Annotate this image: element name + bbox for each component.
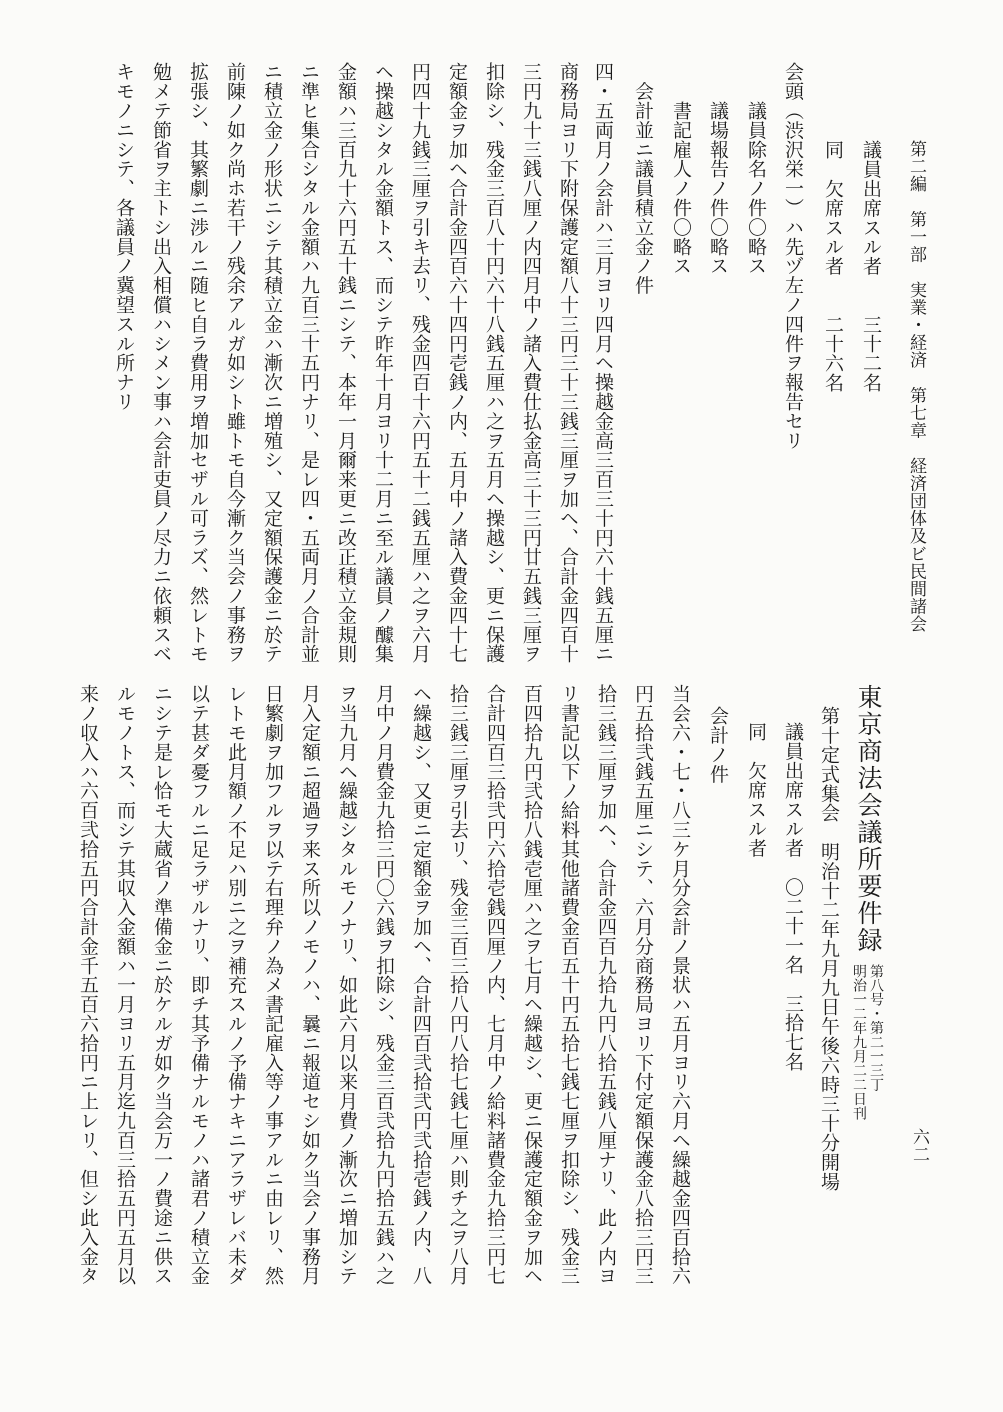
- lower-column: レトモ此月額ノ不足ハ別ニ之ヲ補充スルノ予備ナキニアラザレバ未ダ: [225, 684, 247, 1286]
- lower-column: 同 欠席スル者: [745, 722, 767, 858]
- upper-column: 三円九十三銭八厘ノ内四月中ノ諸入費仕払金高三十三円廿五銭三厘ヲ: [520, 62, 542, 664]
- lower-column: 会計ノ件: [707, 706, 729, 784]
- lower-column: 第十定式集会 明治十二年九月九日午後六時三十分開場: [818, 706, 840, 1191]
- section-title: 東京商法会議所要件録: [854, 684, 883, 954]
- page-number: 六二: [909, 1128, 929, 1163]
- upper-column: 議員出席スル者 三十二名: [860, 140, 882, 393]
- lower-column: 円五拾弐銭五厘ニシテ、六月分商務局ヨリ下付定額保護金八拾三円三: [632, 684, 654, 1286]
- upper-column: 勉メテ節省ヲ主トシ出入相償ハシメン事ハ会計吏員ノ尽力ニ依頼スベ: [150, 62, 172, 664]
- upper-column: 拡張シ、其繁劇ニ渉ルニ随ヒ自ラ費用ヲ増加セザル可ラズ、然レトモ: [187, 62, 209, 664]
- upper-column: 商務局ヨリ下附保護定額八十三円三十三銭三厘ヲ加ヘ、合計金四百十: [557, 62, 579, 664]
- lower-column: ルモノトス、而シテ其収入金額ハ一月ヨリ五月迄九百三拾五円五月以: [114, 684, 136, 1286]
- lower-column: 以テ甚ダ憂フルニ足ラザルナリ、即チ其予備ナルモノハ諸君ノ積立金: [188, 684, 210, 1286]
- lower-column: 来ノ収入ハ六百弐拾五円合計金千五百六拾円ニ上レリ、但シ此入金タ: [77, 684, 99, 1286]
- lower-column: ヲ当九月ヘ繰越シタルモノナリ、如此六月以来月費ノ漸次ニ増加シテ: [336, 684, 358, 1286]
- lower-column: ニシテ是レ恰モ大蔵省ノ準備金ニ於ケルガ如ク当会万一ノ費途ニ供ス: [151, 684, 173, 1286]
- lower-column: リ書記以下ノ給料其他諸費金百五十円五拾七銭七厘ヲ扣除シ、残金三: [558, 684, 580, 1286]
- lower-column: 月入定額ニ超過ヲ来ス所以ノモノハ、曩ニ報道セシ如ク当会ノ事務月: [299, 684, 321, 1286]
- upper-column: 扣除シ、残金三百八十円六十八銭五厘ハ之ヲ五月ヘ操越シ、更ニ保護: [483, 62, 505, 664]
- upper-column: ニ積立金ノ形状ニシテ其積立金ハ漸次ニ増殖シ、又定額保護金ニ於テ: [261, 62, 283, 664]
- upper-column: キモノニシテ、各議員ノ冀望スル所ナリ: [113, 62, 135, 412]
- lower-column: 当会六・七・八三ケ月分会計ノ景状ハ五月ヨリ六月ヘ繰越金四百拾六: [669, 684, 691, 1286]
- upper-column: 議員除名ノ件〇略ス: [745, 62, 767, 276]
- lower-column: 拾三銭三厘ヲ引去リ、残金三百三拾八円八拾七銭七厘ハ則チ之ヲ八月: [447, 684, 469, 1286]
- upper-column: 金額ハ三百九十六円五十銭ニシテ、本年一月爾来更ニ改正積立金規則: [335, 62, 357, 664]
- lower-column: 百四拾九円弐拾八銭壱厘ハ之ヲ七月ヘ繰越シ、更ニ保護定額金ヲ加ヘ: [521, 684, 543, 1286]
- upper-column: 四・五両月ノ会計ハ三月ヨリ四月ヘ操越金高三百三十円六十銭五厘ニ: [592, 62, 614, 664]
- lower-column: 合計四百三拾弐円六拾壱銭四厘ノ内、七月中ノ給料諸費金九拾三円七: [484, 684, 506, 1286]
- upper-column: 円四十九銭三厘ヲ引キ去リ、残金四百十六円五十二銭五厘ハ之ヲ六月: [409, 62, 431, 664]
- lower-column: ヘ繰越シ、又更ニ定額金ヲ加ヘ、合計四百弐拾弐円弐拾壱銭ノ内、八: [410, 684, 432, 1286]
- lower-column: 月中ノ月費金九拾三円〇六銭ヲ扣除シ、残金三百弐拾九円拾五銭ハ之: [373, 684, 395, 1286]
- upper-column: ヘ操越シタル金額トス、而シテ昨年十月ヨリ十二月ニ至ル議員ノ醵集: [372, 62, 394, 664]
- upper-column: 議場報告ノ件〇略ス: [707, 62, 729, 276]
- upper-column: 同 欠席スル者 二十六名: [822, 140, 844, 393]
- lower-column: 日繁劇ヲ加フルヲ以テ右理弁ノ為メ書記雇入等ノ事アルニ由レリ、然: [262, 684, 284, 1286]
- upper-column: 会計並ニ議員積立金ノ件: [632, 62, 654, 295]
- upper-column: 書記雇人ノ件〇略ス: [670, 62, 692, 276]
- lower-column: 拾三銭三厘ヲ加ヘ、合計金四百九拾九円八拾五銭八厘ナリ、此ノ内ヨ: [595, 684, 617, 1286]
- upper-column: 会頭（渋沢栄一）ハ先ヅ左ノ四件ヲ報告セリ: [782, 62, 804, 450]
- issue-note: 明治一二年九月二二日刊: [851, 964, 867, 1121]
- issue-note: 第八号・第二一三丁: [868, 964, 884, 1092]
- upper-column: 定額金ヲ加ヘ合計金四百六十四円壱銭ノ内、五月中ノ諸入費金四十七: [446, 62, 468, 664]
- upper-column: 前陳ノ如ク尚ホ若干ノ残余アルガ如シト雖トモ自今漸ク当会ノ事務ヲ: [224, 62, 246, 664]
- upper-column: ニ準ヒ集合シタル金額ハ九百三十五円ナリ、是レ四・五両月ノ合計並: [298, 62, 320, 664]
- running-head: 第二編 第一部 実業・経済 第七章 経済団体及ビ民間諸会: [906, 140, 926, 633]
- lower-column: 議員出席スル者 〇二十一名 三拾七名: [782, 722, 804, 1072]
